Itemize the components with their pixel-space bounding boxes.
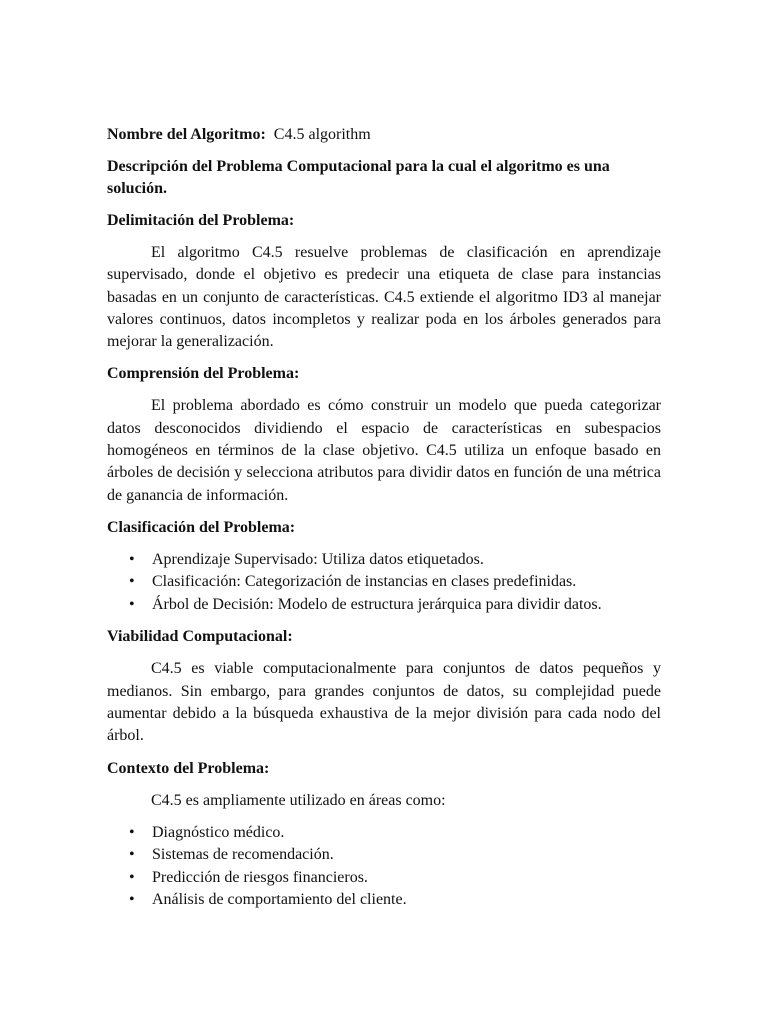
- list-item: [107, 867, 661, 890]
- contexto-heading: Contexto del Problema:: [107, 759, 270, 777]
- algorithm-name-value: C4.5 algorithm: [273, 126, 371, 143]
- clasificacion-heading: Clasificación del Problema:: [107, 518, 296, 536]
- list-item: [107, 822, 661, 845]
- list-item-text: Aprendizaje Supervisado: Utiliza datos etiquetados.: [152, 550, 484, 568]
- list-item-text: Clasificación: Categorización de instancias en clases predefinidas.: [152, 573, 577, 591]
- list-item-text: Análisis de comportamiento del cliente.: [152, 891, 407, 909]
- viabilidad-paragraph: C4.5 es viable computacionalmente para conjuntos de datos pequeños y medianos. Sin embargo, para grandes conjuntos de datos, su complejidad puede aumentar debido a la búsqueda exhaustiva de la mejor división para cada nodo del árbol.: [107, 660, 661, 745]
- list-item: [107, 571, 661, 594]
- bullet-icon: •: [129, 573, 135, 591]
- list-item: [107, 844, 661, 867]
- contexto-list: [107, 822, 661, 912]
- clasificacion-list: [107, 549, 661, 617]
- bullet-icon: •: [129, 550, 135, 568]
- document-page: [107, 124, 661, 922]
- list-item-text: Sistemas de recomendación.: [152, 846, 334, 864]
- delimitacion-paragraph: El algoritmo C4.5 resuelve problemas de clasificación en aprendizaje supervisado, donde el objetivo es predecir una etiqueta de clase para instancias basadas en un conjunto de características. C4.5 extiende el algoritmo ID3 al manejar valores continuos, datos incompletos y realizar poda en los árboles generados para mejorar la generalización.: [107, 244, 661, 351]
- bullet-icon: •: [129, 846, 135, 864]
- bullet-icon: •: [129, 891, 135, 909]
- algorithm-name-line: [107, 124, 661, 146]
- list-item: [107, 594, 661, 617]
- list-item-text: Diagnóstico médico.: [152, 823, 285, 841]
- bullet-icon: •: [129, 595, 135, 613]
- delimitacion-heading: Delimitación del Problema:: [107, 212, 295, 229]
- bullet-icon: •: [129, 868, 135, 886]
- bullet-icon: •: [129, 823, 135, 841]
- list-item-text: Predicción de riesgos financieros.: [152, 868, 368, 886]
- algorithm-name-label: Nombre del Algoritmo:: [107, 126, 266, 143]
- list-item-text: Árbol de Decisión: Modelo de estructura jerárquica para dividir datos.: [152, 595, 602, 613]
- list-item: [107, 549, 661, 572]
- contexto-paragraph: C4.5 es ampliamente utilizado en áreas como:: [151, 791, 446, 809]
- comprension-paragraph: El problema abordado es cómo construir un modelo que pueda categorizar datos desconocidos dividiendo el espacio de características en subespacios homogéneos en términos de la clase objetivo. C4.5 utiliza un enfoque basado en árboles de decisión y selecciona atributos para dividir datos en función de una métrica de ganancia de información.: [107, 397, 661, 504]
- comprension-heading: Comprensión del Problema:: [107, 365, 300, 383]
- list-item: [107, 889, 661, 912]
- viabilidad-heading: Viabilidad Computacional:: [107, 628, 293, 646]
- description-heading: Descripción del Problema Computacional para la cual el algoritmo es una solución.: [107, 158, 610, 197]
